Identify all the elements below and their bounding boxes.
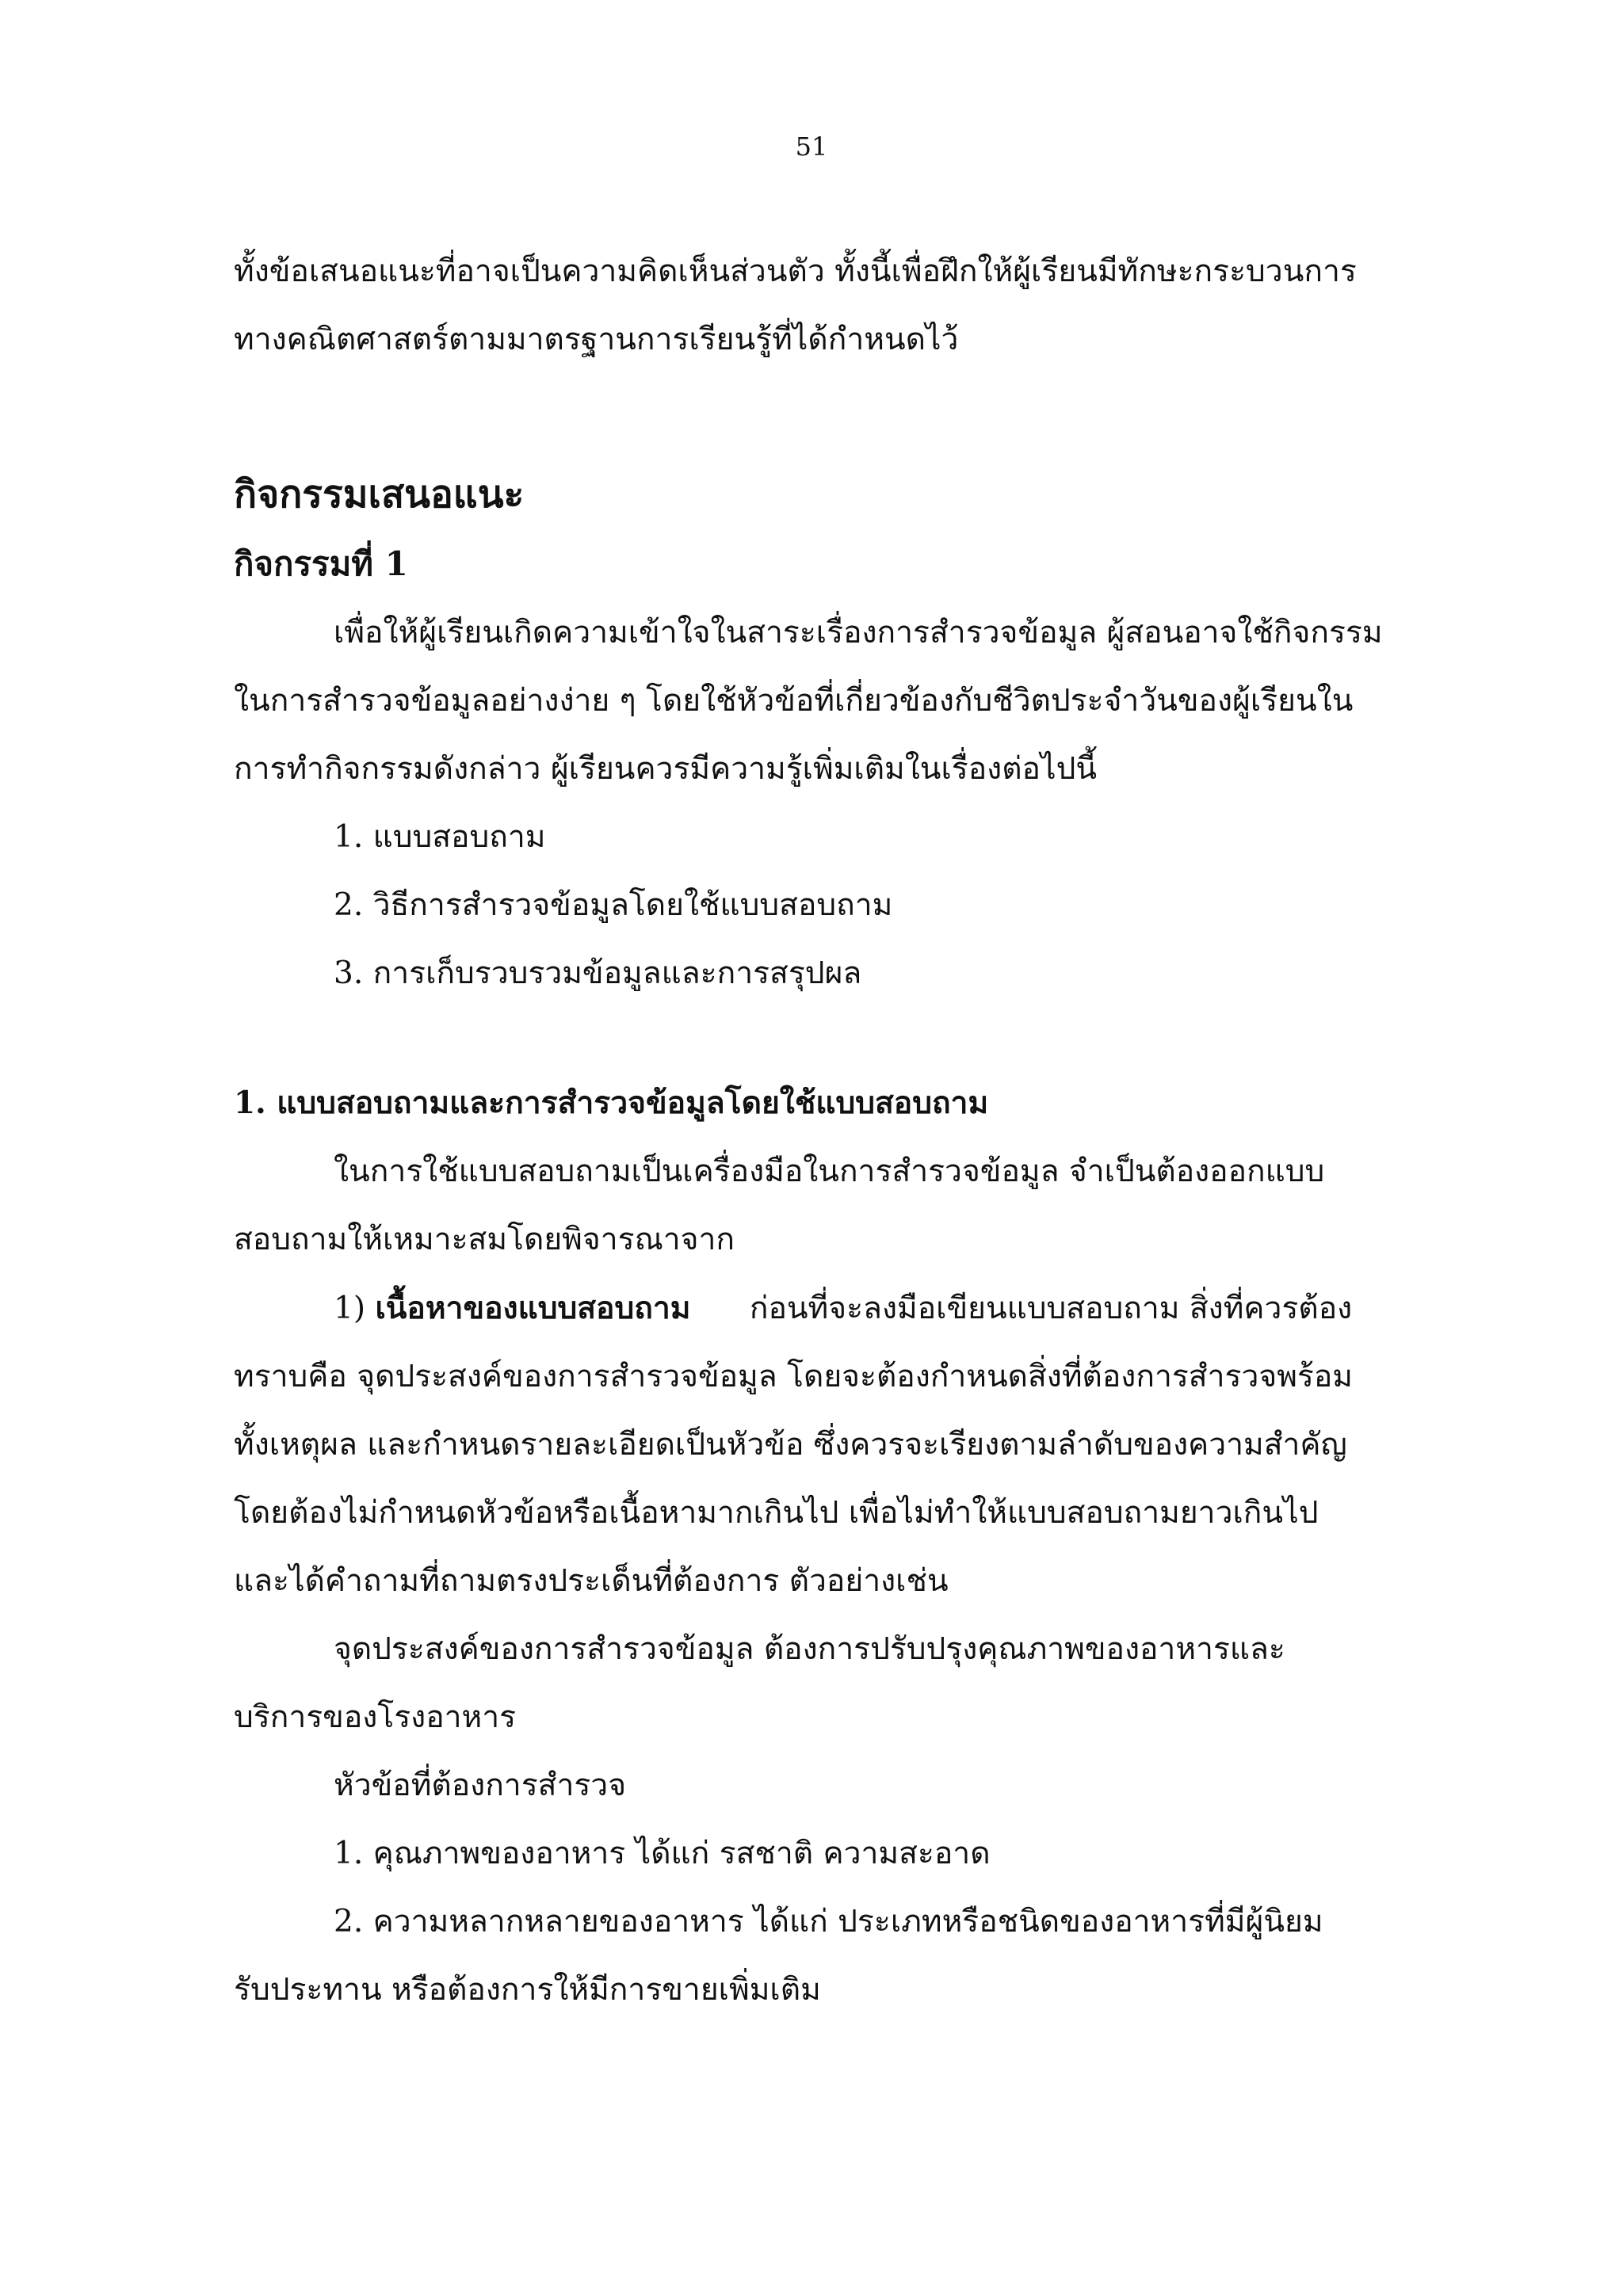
activity-paragraph-line-1: เพื่อให้ผู้เรียนเกิดความเข้าใจในสาระเรื่องการสำรวจข้อมูล ผู้สอนอาจใช้กิจกรรม bbox=[334, 615, 1383, 650]
survey-topics-label: หัวข้อที่ต้องการสำรวจ bbox=[334, 1768, 627, 1803]
objective-line-1: จุดประสงค์ของการสำรวจข้อมูล ต้องการปรับปรุงคุณภาพของอาหารและ bbox=[334, 1631, 1285, 1667]
section-1-title: 1. แบบสอบถามและการสำรวจข้อมูลโดยใช้แบบสอบถาม bbox=[234, 1085, 989, 1121]
content-item-line-4: และได้คำถามที่ถามตรงประเด็นที่ต้องการ ตัวอย่างเช่น bbox=[234, 1563, 949, 1599]
section-1-paragraph-line-2: สอบถามให้เหมาะสมโดยพิจารณาจาก bbox=[234, 1222, 735, 1257]
content-item-line-3: โดยต้องไม่กำหนดหัวข้อหรือเนื้อหามากเกินไป เพื่อไม่ทำให้แบบสอบถามยาวเกินไป bbox=[234, 1495, 1319, 1531]
document-body bbox=[234, 238, 1399, 2024]
intro-line-2: ทางคณิตศาสตร์ตามมาตรฐานการเรียนรู้ที่ได้กำหนดไว้ bbox=[234, 322, 959, 357]
heading-activity-1: กิจกรรมที่ 1 bbox=[234, 544, 408, 583]
topic-item-2: 2. วิธีการสำรวจข้อมูลโดยใช้แบบสอบถาม bbox=[334, 887, 893, 923]
survey-topic-item-2-line-2: รับประทาน หรือต้องการให้มีการขายเพิ่มเติม bbox=[234, 1972, 821, 2008]
intro-line-1: ทั้งข้อเสนอแนะที่อาจเป็นความคิดเห็นส่วนตัว ทั้งนี้เพื่อฝึกให้ผู้เรียนมีทักษะกระบวนการ bbox=[234, 254, 1357, 289]
content-item-line-2: ทั้งเหตุผล และกำหนดรายละเอียดเป็นหัวข้อ ซึ่งควรจะเรียงตามลำดับของความสำคัญ bbox=[234, 1427, 1347, 1463]
content-item-lead-text: ก่อนที่จะลงมือเขียนแบบสอบถาม สิ่งที่ควรต้อง bbox=[749, 1291, 1353, 1326]
activity-paragraph-line-3: การทำกิจกรรมดังกล่าว ผู้เรียนควรมีความรู้เพิ่มเติมในเรื่องต่อไปนี้ bbox=[234, 751, 1097, 787]
heading-suggested-activities: กิจกรรมเสนอแนะ bbox=[234, 472, 525, 517]
topic-item-3: 3. การเก็บรวบรวมข้อมูลและการสรุปผล bbox=[334, 955, 862, 991]
content-item-bold-label: เนื้อหาของแบบสอบถาม bbox=[375, 1290, 691, 1326]
survey-topic-item-2-line-1: 2. ความหลากหลายของอาหาร ได้แก่ ประเภทหรือชนิดของอาหารที่มีผู้นิยม bbox=[334, 1904, 1323, 1939]
topic-item-1: 1. แบบสอบถาม bbox=[334, 819, 546, 855]
content-item-line-1: ทราบคือ จุดประสงค์ของการสำรวจข้อมูล โดยจะต้องกำหนดสิ่งที่ต้องการสำรวจพร้อม bbox=[234, 1359, 1353, 1394]
activity-paragraph-line-2: ในการสำรวจข้อมูลอย่างง่าย ๆ โดยใช้หัวข้อที่เกี่ยวข้องกับชีวิตประจำวันของผู้เรียนใน bbox=[234, 683, 1354, 719]
survey-topic-item-1: 1. คุณภาพของอาหาร ได้แก่ รสชาติ ความสะอาด bbox=[334, 1836, 991, 1871]
page-number: 51 bbox=[795, 132, 828, 162]
objective-line-2: บริการของโรงอาหาร bbox=[234, 1699, 517, 1735]
section-1-paragraph-line-1: ในการใช้แบบสอบถามเป็นเครื่องมือในการสำรวจข้อมูล จำเป็นต้องออกแบบ bbox=[334, 1154, 1325, 1189]
content-item-number: 1) bbox=[334, 1291, 366, 1326]
content-item-heading-line bbox=[234, 1274, 1399, 1343]
